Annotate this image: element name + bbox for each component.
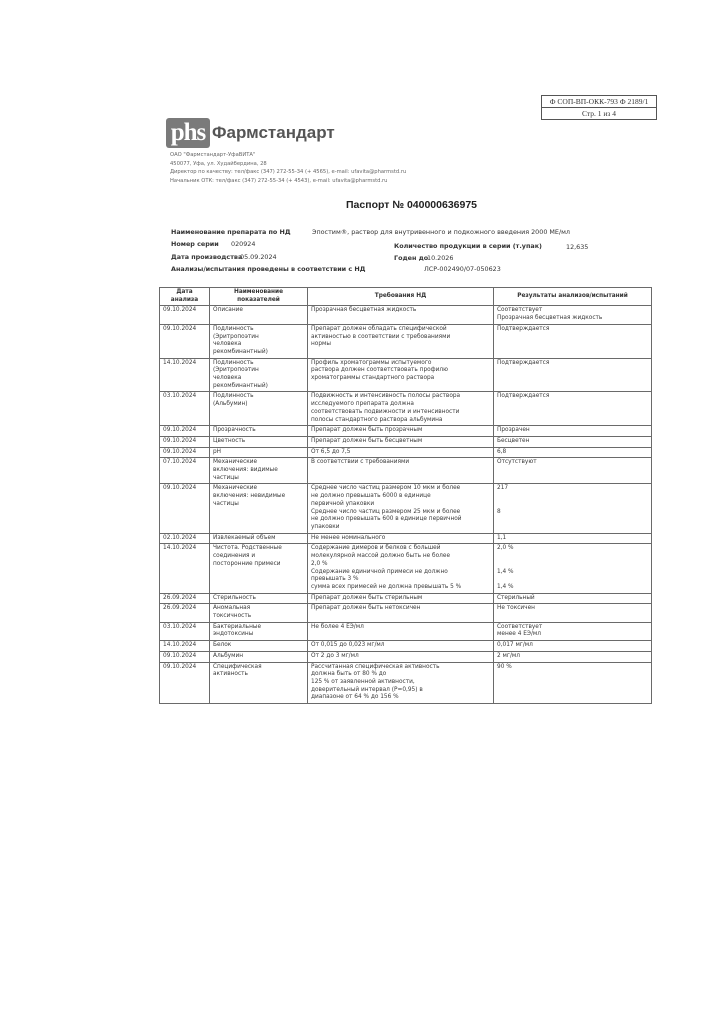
- company-info: [170, 151, 406, 185]
- cell-indicator: Специфическая активность: [210, 662, 308, 704]
- quantity-label: Количество продукции в серии (т.упак): [394, 242, 542, 250]
- cell-requirement: Профиль хроматограммы испытуемого раствора должен соответствовать профилю хроматограммы стандартного раствора: [308, 358, 494, 392]
- column-header-date: Дата анализа: [160, 288, 210, 306]
- cell-result: 90 %: [494, 662, 652, 704]
- cell-date: 09.10.2024: [160, 324, 210, 358]
- production-date-value: 05.09.2024: [240, 253, 277, 261]
- table-row: [160, 392, 652, 426]
- company-logo: [166, 117, 335, 149]
- cell-date: 07.10.2024: [160, 458, 210, 484]
- cell-result: Подтверждается: [494, 358, 652, 392]
- cell-date: 09.10.2024: [160, 484, 210, 533]
- cell-date: 26.09.2024: [160, 604, 210, 622]
- cell-result: Не токсичен: [494, 604, 652, 622]
- table-row: [160, 436, 652, 447]
- table-row: [160, 533, 652, 544]
- quantity-value: 12,635: [566, 243, 589, 251]
- cell-indicator: Цветность: [210, 436, 308, 447]
- table-row: [160, 358, 652, 392]
- table-row: [160, 447, 652, 458]
- cell-indicator: Прозрачность: [210, 426, 308, 437]
- cell-requirement: Прозрачная бесцветная жидкость: [308, 306, 494, 324]
- cell-indicator: Белок: [210, 641, 308, 652]
- cell-date: 02.10.2024: [160, 533, 210, 544]
- column-header-requirements: Требования НД: [308, 288, 494, 306]
- cell-indicator: Аномальная токсичность: [210, 604, 308, 622]
- table-row: [160, 662, 652, 704]
- cell-requirement: Препарат должен обладать специфической активностью в соответствии с требованиями нормы: [308, 324, 494, 358]
- cell-result: 2,0 % 1,4 % 1,4 %: [494, 544, 652, 593]
- cell-requirement: Среднее число частиц размером 10 мкм и более не должно превышать 6000 в единице первичной упаковки Среднее число частиц размером 25 мкм и более не должно превышать 600 в единице первичной упаковки: [308, 484, 494, 533]
- company-line: Начальник ОТК: тел/факс (347) 272-55-34 (+ 4543), e-mail: ufavita@pharmstd.ru: [170, 177, 388, 184]
- cell-result: Соответствует менее 4 ЕЭ/мл: [494, 622, 652, 640]
- cell-indicator: Альбумин: [210, 651, 308, 662]
- logo-name: Фармстандарт: [212, 123, 335, 142]
- cell-result: Подтверждается: [494, 324, 652, 358]
- company-line: 450077, Уфа, ул. Худайбердина, 28: [170, 160, 267, 167]
- table-row: [160, 641, 652, 652]
- cell-requirement: Подвижность и интенсивность полосы раствора исследуемого препарата должна соответствовать подвижности и интенсивности полосы стандартного раствора альбумина: [308, 392, 494, 426]
- production-date-label: Дата производства: [171, 253, 243, 261]
- cell-result: 1,1: [494, 533, 652, 544]
- table-row: [160, 458, 652, 484]
- cell-result: Соответствует Прозрачная бесцветная жидкость: [494, 306, 652, 324]
- cell-result: 217 8: [494, 484, 652, 533]
- cell-result: 2 мг/мл: [494, 651, 652, 662]
- cell-indicator: Подлинность (Эритропоэтин человека рекомбинантный): [210, 358, 308, 392]
- cell-date: 03.10.2024: [160, 392, 210, 426]
- cell-requirement: Не менее номинального: [308, 533, 494, 544]
- cell-requirement: От 2 до 3 мг/мл: [308, 651, 494, 662]
- cell-indicator: Механические включения: невидимые частицы: [210, 484, 308, 533]
- cell-requirement: Содержание димеров и белков с большей молекулярной массой должно быть не более 2,0 % Содержание единичной примеси не должно превышать 3 % сумма всех примесей не должна превышать 5 %: [308, 544, 494, 593]
- table-row: [160, 622, 652, 640]
- cell-date: 14.10.2024: [160, 641, 210, 652]
- cell-indicator: pH: [210, 447, 308, 458]
- cell-requirement: Препарат должен быть нетоксичен: [308, 604, 494, 622]
- name-value: Эпостим®, раствор для внутривенного и подкожного введения 2000 МЕ/мл: [312, 228, 571, 236]
- cell-result: Стерильный: [494, 593, 652, 604]
- expiry-value: 10.2026: [427, 254, 454, 262]
- cell-date: 14.10.2024: [160, 544, 210, 593]
- cell-indicator: Стерильность: [210, 593, 308, 604]
- cell-indicator: Чистота. Родственные соединения и посторонние примеси: [210, 544, 308, 593]
- document-title: Паспорт № 040000636975: [346, 199, 478, 211]
- cell-date: 09.10.2024: [160, 426, 210, 437]
- cell-requirement: Препарат должен быть стерильным: [308, 593, 494, 604]
- results-table: [159, 287, 652, 704]
- cell-indicator: Описание: [210, 306, 308, 324]
- table-row: [160, 651, 652, 662]
- expiry-label: Годен до: [394, 254, 429, 262]
- table-row: [160, 604, 652, 622]
- table-row: [160, 306, 652, 324]
- table-header-row: [160, 288, 652, 306]
- cell-indicator: Подлинность (Альбумин): [210, 392, 308, 426]
- table-row: [160, 544, 652, 593]
- analysis-value: ЛСР-002490/07-050623: [424, 265, 501, 273]
- table-row: [160, 593, 652, 604]
- table-row: [160, 426, 652, 437]
- form-code-box: [541, 95, 657, 120]
- cell-requirement: В соответствии с требованиями: [308, 458, 494, 484]
- table-row: [160, 324, 652, 358]
- column-header-results: Результаты анализов/испытаний: [494, 288, 652, 306]
- cell-indicator: Бактериальные эндотоксины: [210, 622, 308, 640]
- table-row: [160, 484, 652, 533]
- cell-date: 09.10.2024: [160, 651, 210, 662]
- cell-date: 03.10.2024: [160, 622, 210, 640]
- cell-requirement: Не более 4 ЕЭ/мл: [308, 622, 494, 640]
- cell-result: Бесцветен: [494, 436, 652, 447]
- cell-result: Подтверждается: [494, 392, 652, 426]
- cell-result: Прозрачен: [494, 426, 652, 437]
- analysis-label: Анализы/испытания проведены в соответствии с НД: [171, 265, 366, 273]
- company-line: ОАО "Фармстандарт-УфаВИТА": [170, 152, 256, 158]
- cell-requirement: Рассчитанная специфическая активность должна быть от 80 % до 125 % от заявленной активности, доверительный интервал (P=0,95) в диапазоне от 64 % до 156 %: [308, 662, 494, 704]
- page-number: Стр. 1 из 4: [542, 107, 656, 119]
- cell-requirement: Препарат должен быть прозрачным: [308, 426, 494, 437]
- cell-result: 0,017 мг/мл: [494, 641, 652, 652]
- cell-date: 09.10.2024: [160, 306, 210, 324]
- logo-mark: phs: [166, 118, 210, 148]
- form-code: Ф СОП-ВП-ОКК-793 Ф 2189/1: [549, 97, 649, 106]
- cell-result: Отсутствуют: [494, 458, 652, 484]
- cell-date: 09.10.2024: [160, 447, 210, 458]
- series-label: Номер серии: [171, 240, 219, 248]
- company-line: Директор по качеству: тел/факс (347) 272-55-34 (+ 4565), e-mail: ufavita@pharmstd.ru: [170, 169, 407, 176]
- cell-requirement: Препарат должен быть бесцветным: [308, 436, 494, 447]
- series-value: 020924: [231, 240, 256, 248]
- cell-date: 09.10.2024: [160, 436, 210, 447]
- cell-indicator: Подлинность (Эритропоэтин человека рекомбинантный): [210, 324, 308, 358]
- cell-requirement: От 0,015 до 0,023 мг/мл: [308, 641, 494, 652]
- cell-date: 26.09.2024: [160, 593, 210, 604]
- cell-result: 6,8: [494, 447, 652, 458]
- cell-date: 09.10.2024: [160, 662, 210, 704]
- column-header-indicator: Наименование показателей: [210, 288, 308, 306]
- cell-indicator: Извлекаемый объем: [210, 533, 308, 544]
- cell-indicator: Механические включения: видимые частицы: [210, 458, 308, 484]
- cell-requirement: От 6,5 до 7,5: [308, 447, 494, 458]
- cell-date: 14.10.2024: [160, 358, 210, 392]
- name-label: Наименование препарата по НД: [171, 228, 291, 236]
